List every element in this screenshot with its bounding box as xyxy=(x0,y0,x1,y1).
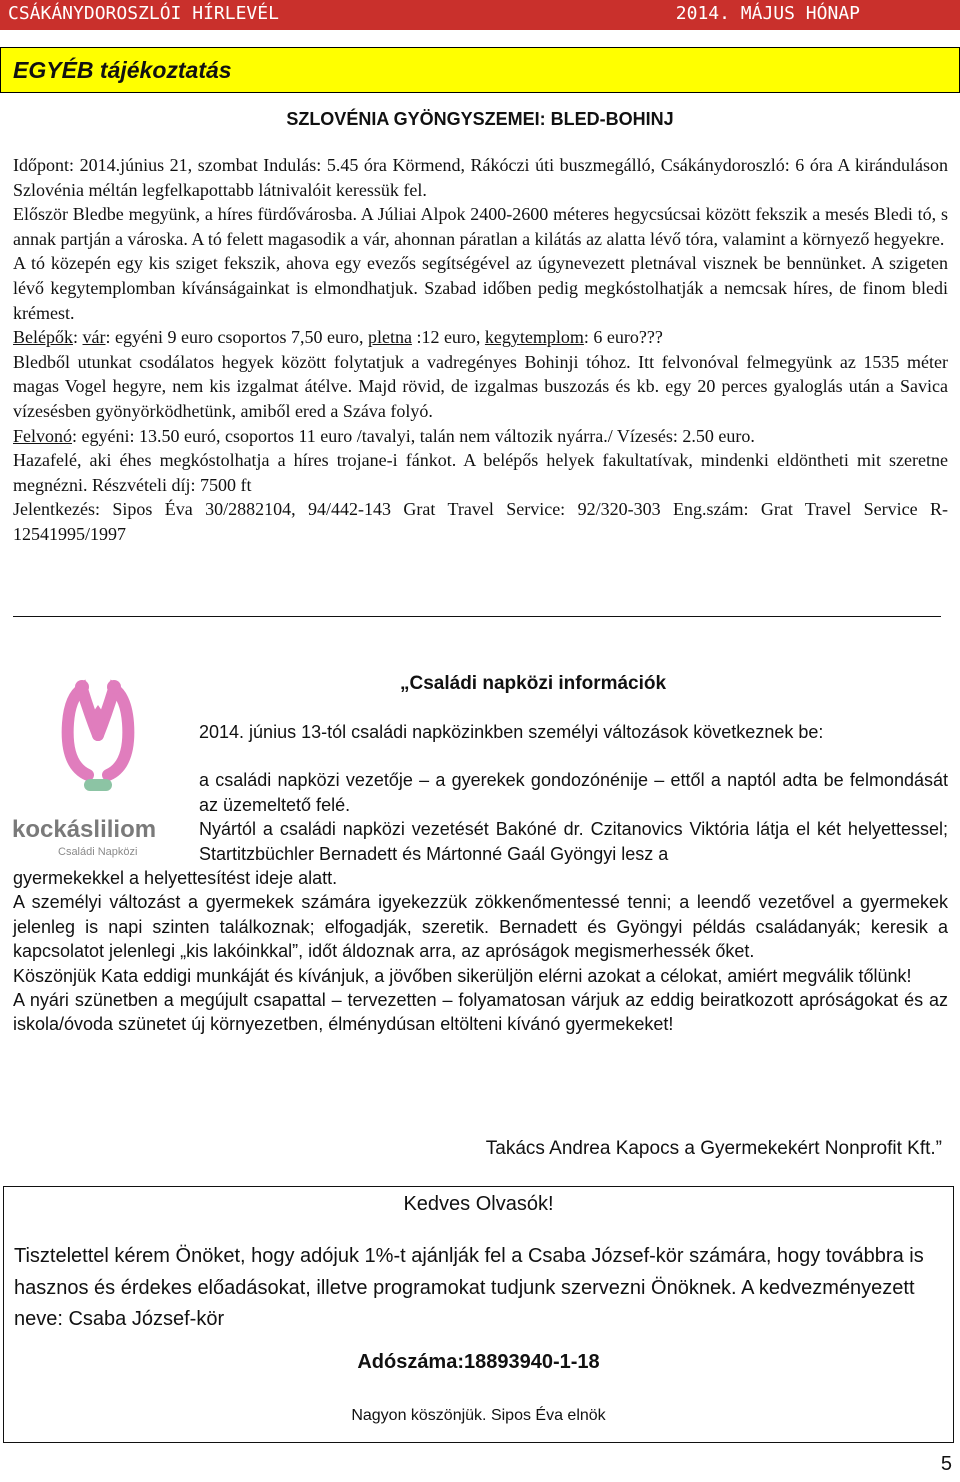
trip-prices: Belépők: vár: egyéni 9 euro csoportos 7,50 euro, pletna :12 euro, kegytemplom: 6 euro??? xyxy=(13,327,663,348)
lift-price: : egyéni: 13.50 euró, csoportos 11 euro /tavalyi, talán nem változik nyárra./ Vízesés: 2.50 euro. xyxy=(72,425,755,446)
issue-date: 2014. MÁJUS HÓNAP xyxy=(675,3,860,24)
napkozi-transition: A személyi változást a gyermekek számára igyekezzük zökkenőmentessé tenni; a leendő vezetővel a gyermekek jelenleg is napi szinten találkoznak; elfogadják, szeretik. Bernadett és Gyöngyi példás családanyák; keresik a kapcsolatot jelenlegi „kis lakóinkkal”, időt áldoznak arra, az apróságok megismerhessék őket. xyxy=(13,892,948,962)
napkozi-article xyxy=(13,720,948,1037)
notice-tax-id: Adószáma:18893940-1-18 xyxy=(357,1351,600,1373)
tax-notice-box xyxy=(3,1186,954,1443)
napkozi-resignation: a családi napközi vezetője – a gyerekek gondozónénije – ettől a naptól adta be felmondását az üzemeltető felé. xyxy=(199,770,948,815)
notice-body: Tisztelettel kérem Önöket, hogy adójuk 1%-t ajánlják fel a Csaba József-kör számára, hogy továbbra is hasznos és érdekes előadásokat, illetve programokat tudjunk szervezni Önöknek. A kedvezményezett neve: Csaba József-kör xyxy=(14,1245,924,1330)
logo-subtitle: Családi Napközi xyxy=(58,846,138,858)
notice-greeting: Kedves Olvasók! xyxy=(403,1193,554,1215)
header-bar xyxy=(0,0,960,30)
pletna-label: pletna xyxy=(367,327,412,348)
castle-price: : egyéni 9 euro csoportos 7,50 euro, xyxy=(105,327,368,348)
section-divider xyxy=(13,616,941,617)
trip-bled-description: Először Bledbe megyünk, a híres fürdővárosba. A Júliai Alpok 2400-2600 méteres hegycsúcsai között fekszik a mesés Bledi tó, s annak partján a városka. A tó felett magasodik a vár, ahonnan páratlan a kilátás az alatta lévő tóra, valamint a környező hegyekre. xyxy=(13,204,948,249)
church-price: : 6 euro??? xyxy=(583,327,663,348)
napkozi-signature: Takács Andrea Kapocs a Gyermekekért Nonprofit Kft.” xyxy=(485,1138,942,1159)
trip-bohinj-description: Bledből utunkat csodálatos hegyek között folytatjuk a vadregényes Bohinji tóhoz. Itt felvonóval felmegyünk az 1535 méter magas Vogel hegyre, nem kis izgalmat átélve. Majd rövid, de izgalmas buszozás és kb. egy 20 perces gyaloglás után a Savica vízesésben gyönyörködhetünk, amiből ered a Száva folyó. xyxy=(13,351,948,421)
publication-title: CSÁKÁNYDOROSZLÓI HÍRLEVÉL xyxy=(8,3,279,24)
section-banner: EGYÉB tájékoztatás xyxy=(0,47,960,93)
trip-return: Hazafelé, aki éhes megkóstolhatja a híres trojane-i fánkot. A belépős helyek fakultatívak, mindenki eldöntheti mit szeretne megnézni. Részvételi díj: 7500 ft xyxy=(13,450,948,495)
napkozi-intro: 2014. június 13-tól családi napközinkben személyi változások következnek be: xyxy=(199,722,824,742)
napkozi-new-leader: Nyártól a családi napközi vezetését Bakóné dr. Czitanovics Viktória látja el két helyettessel; Startitzbüchler Bernadett és Mártonné Gaál Gyöngyi lesz a xyxy=(199,819,948,864)
lift-label: Felvonó xyxy=(13,425,73,446)
bled-trip-article xyxy=(13,153,948,547)
bled-trip-title: SZLOVÉNIA GYÖNGYSZEMEI: BLED-BOHINJ xyxy=(286,109,674,129)
church-label: kegytemplom xyxy=(484,327,584,348)
trip-registration: Jelentkezés: Sipos Éva 30/2882104, 94/442-143 Grat Travel Service: 92/320-303 Eng.szám: Grat Travel Service R-12541995/1997 xyxy=(13,499,948,544)
page-number: 5 xyxy=(940,1453,952,1475)
pletna-price: :12 euro, xyxy=(411,327,485,348)
napkozi-title: „Családi napközi információk xyxy=(400,673,667,694)
notice-thanks: Nagyon köszönjük. Sipos Éva elnök xyxy=(351,1407,606,1424)
castle-label: vár xyxy=(82,327,106,348)
trip-intro: Időpont: 2014.június 21, szombat Indulás: 5.45 óra Körmend, Rákóczi úti buszmegálló, Csákánydoroszló: 6 óra A kiránduláson Szlovénia méltán legfelkapottabb látnivalóit keressük fel. xyxy=(13,155,948,200)
napkozi-thanks: Köszönjük Kata eddigi munkáját és kívánjuk, a jövőben sikerüljön elérni azokat a célokat, amiért megválik tőlünk! xyxy=(13,965,912,986)
trip-lift-prices xyxy=(13,424,948,449)
logo-wordmark: kockásliliom xyxy=(12,816,157,843)
napkozi-new-leader-cont: gyermekekkel a helyettesítést ideje alatt. xyxy=(13,868,338,889)
prices-label: Belépők xyxy=(13,327,73,348)
napkozi-summer: A nyári szünetben a megújult csapattal – tervezetten – folyamatosan várjuk az eddig beiratkozott apróságokat és az iskola/óvoda szünetet új környezetben, élménydúsan eltölteni kívánó gyermekeket! xyxy=(13,990,948,1035)
trip-island-description: A tó közepén egy kis sziget fekszik, ahova egy evezős segítségével az úgynevezett pletnával visznek be bennünket. A szigeten lévő kegytemplomban kívánságainkat is elmondhatjuk. Szabad időben pedig megkóstolhatják a nemcsak híres, de finom bledi krémest. xyxy=(13,253,948,323)
